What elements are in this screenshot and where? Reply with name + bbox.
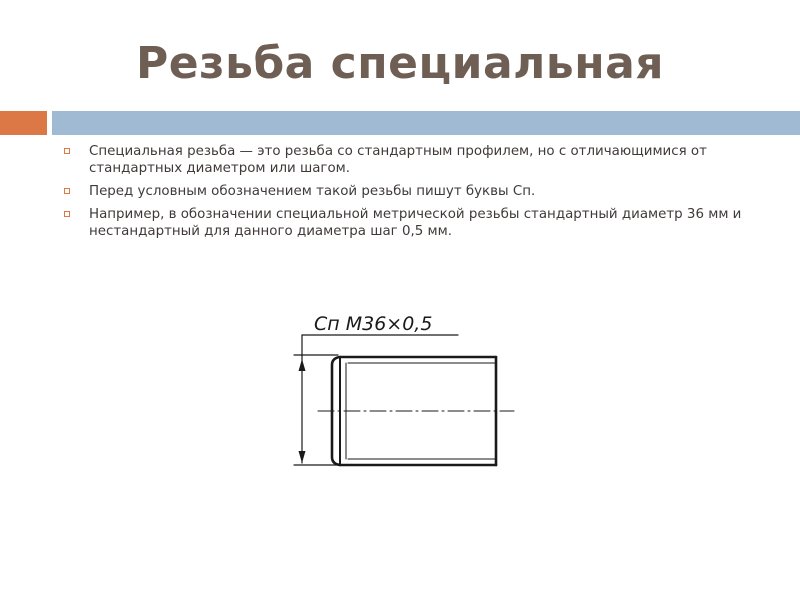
- thread-designation-label: Сп М36×0,5: [314, 313, 433, 335]
- bullet-item: [62, 143, 742, 177]
- square-bullet-icon: [64, 211, 70, 217]
- thread-drawing: [288, 305, 520, 473]
- accent-bar-blue: [52, 111, 800, 135]
- slide-title: Резьба специальная: [135, 38, 665, 89]
- bullet-text: Например, в обозначении специальной метрической резьбы стандартный диаметр 36 мм и нестандартный для данного диаметра шаг 0,5 мм.: [89, 207, 742, 239]
- bullet-item: [62, 183, 742, 200]
- dimension-arrow-top: [299, 359, 306, 371]
- bullet-item: [62, 206, 742, 240]
- square-bullet-icon: [64, 188, 70, 194]
- square-bullet-icon: [64, 148, 70, 154]
- dimension-arrow-bottom: [299, 451, 306, 463]
- bullet-list: [62, 143, 742, 246]
- accent-bar-orange: [0, 111, 47, 135]
- bullet-text: Специальная резьба — это резьба со стандартным профилем, но с отличающимися от стандартных диаметром или шагом.: [89, 144, 707, 176]
- bullet-text: Перед условным обозначением такой резьбы пишут буквы Сп.: [89, 184, 536, 199]
